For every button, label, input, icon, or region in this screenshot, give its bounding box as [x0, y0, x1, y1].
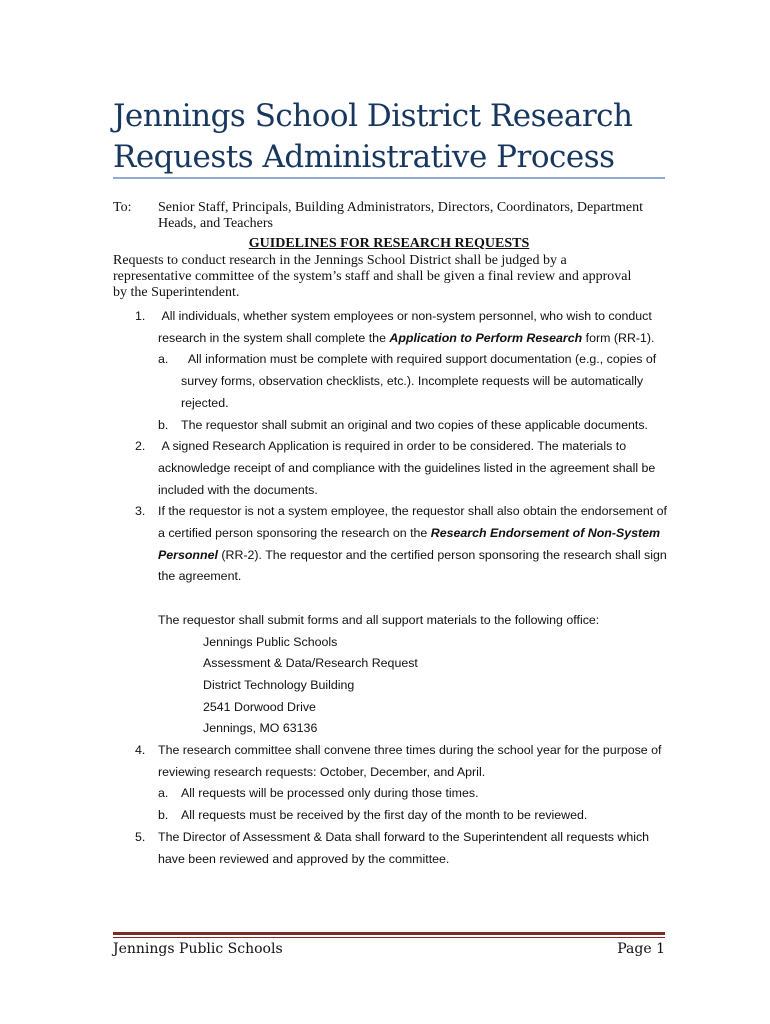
intro-paragraph: Requests to conduct research in the Jennings School District shall be judged by a representative committee of the system’s staff and shall be given a final review and approval by the Superintendent.: [113, 253, 632, 300]
to-recipients: Senior Staff, Principals, Building Administrators, Directors, Coordinators, Department Heads, and Teachers: [158, 200, 644, 231]
address-line: District Technology Building: [203, 677, 355, 692]
footer-rule-thick: [113, 932, 665, 935]
title-underline: [113, 177, 665, 179]
sub-item-4a: [158, 783, 668, 805]
address-line: Jennings, MO 63136: [203, 721, 318, 736]
list-item-text: [158, 436, 668, 501]
list-number: 5.: [135, 829, 146, 844]
sub-letter: b.: [158, 417, 169, 432]
sub-item-text: All requests must be received by the first day of the month to be reviewed.: [181, 808, 588, 823]
sub-text: All information must be complete with required support documentation (e.g., copies of survey forms, observation checklists, etc.). Incomplete requests will be automatically rejected.: [181, 352, 657, 410]
footer-rule-thin: [113, 937, 665, 938]
item-text: form (RR-1).: [582, 330, 655, 345]
list-number: 4.: [135, 743, 146, 758]
list-item-4: [113, 740, 668, 827]
list-item-3: [113, 501, 668, 588]
footer-page-number: Page 1: [617, 941, 665, 957]
list-item-text: [158, 306, 668, 349]
item-text: A signed Research Application is required in order to be considered. The materials to acknowledge receipt of and compliance with the guidelines listed in the agreement shall be included with the documents.: [158, 439, 656, 497]
list-number: 1.: [135, 309, 146, 323]
list-number: 2.: [135, 439, 146, 454]
list-item-text: [158, 501, 668, 588]
guidelines-list: [113, 306, 668, 870]
list-item-text: The Director of Assessment & Data shall forward to the Superintendent all requests which have been reviewed and approved by the committee.: [158, 829, 650, 866]
item-text: All individuals, whether system employees or non-system personnel, who wish to conduct research in the system shall complete the: [158, 309, 652, 345]
address-line: 2541 Dorwood Drive: [203, 699, 316, 714]
guidelines-heading: GUIDELINES FOR RESEARCH REQUESTS: [248, 236, 530, 251]
item-text: (RR-2). The requestor and the certified person sponsoring the research shall sign the agreement.: [158, 547, 667, 584]
list-number: 3.: [135, 504, 146, 519]
office-address: [113, 632, 668, 741]
address-line: Jennings Public Schools: [203, 634, 338, 649]
sub-item-text: [181, 349, 668, 414]
footer-organization: Jennings Public Schools: [113, 941, 283, 957]
address-line: Assessment & Data/Research Request: [203, 656, 418, 671]
form-name-endorsement: Research Endorsement of Non-System Personnel: [158, 526, 661, 562]
document-title: Jennings School District Research Requests Administrative Process: [113, 98, 633, 175]
form-name-application: Application to Perform Research: [389, 330, 583, 345]
list-item-text: The research committee shall convene three times during the school year for the purpose of reviewing research requests: October, December, and April.: [158, 743, 662, 779]
item-text: If the requestor is not a system employee, the requestor shall also obtain the endorsement of a certified person sponsoring the research on the: [158, 504, 667, 541]
sub-item-1a: [158, 349, 668, 414]
list-item-2: [113, 436, 668, 501]
to-label: To:: [113, 200, 132, 215]
sub-letter: a.: [158, 786, 169, 801]
sub-item-text: All requests will be processed only during those times.: [181, 786, 479, 801]
sub-item-1b: [158, 415, 668, 437]
sub-item-text: The requestor shall submit an original and two copies of these applicable documents.: [181, 417, 648, 432]
list-item-5: [113, 827, 668, 870]
list-item-1: [113, 306, 668, 436]
submit-note: The requestor shall submit forms and all support materials to the following office:: [158, 612, 600, 627]
sub-item-4b: [158, 805, 668, 827]
sub-letter: a.: [158, 352, 169, 367]
sub-letter: b.: [158, 808, 169, 823]
